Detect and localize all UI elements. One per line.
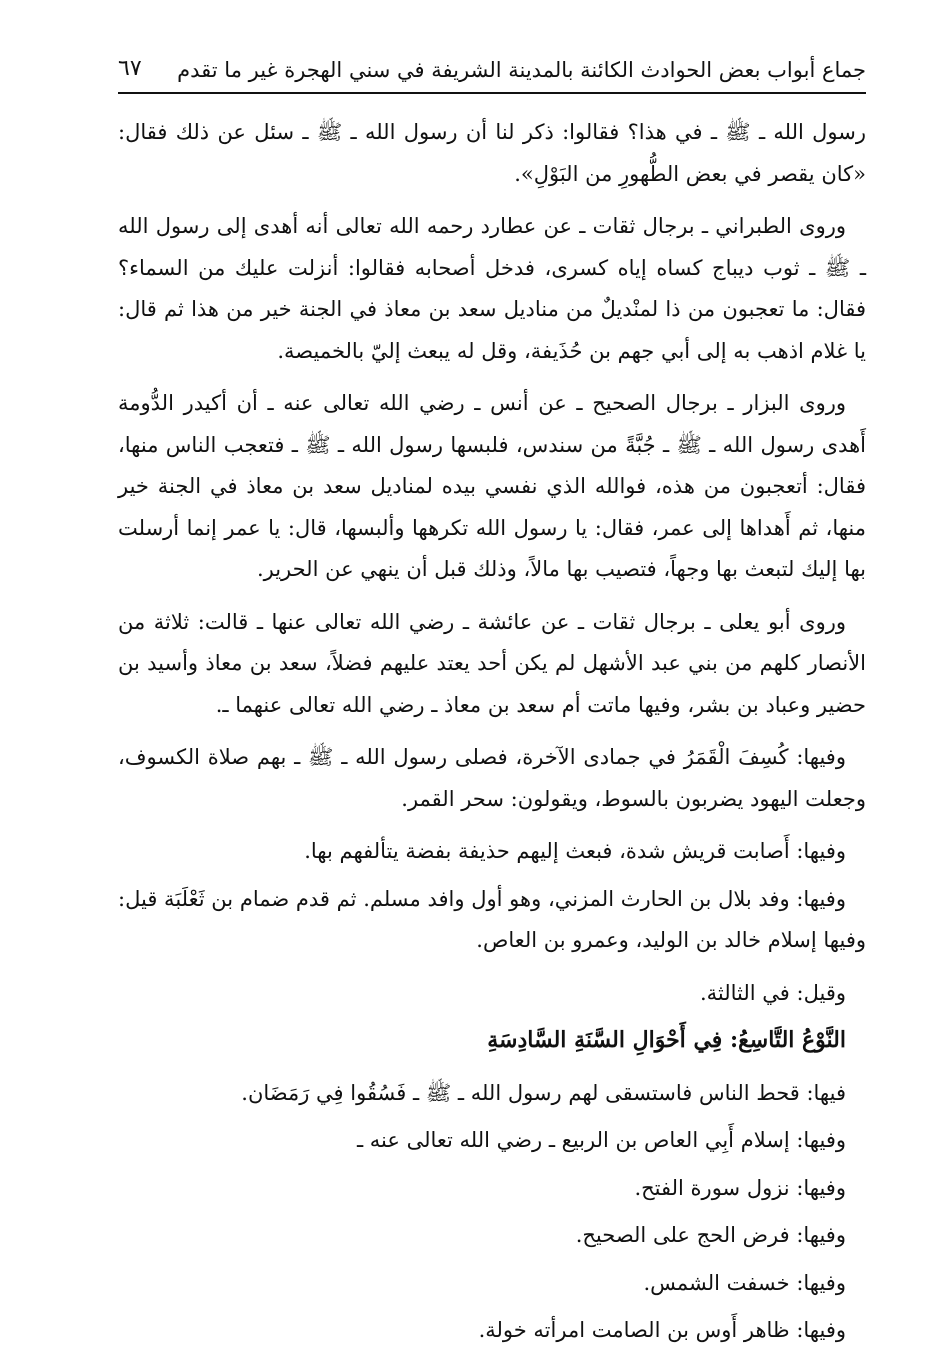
paragraph: وروى الطبراني ـ برجال ثقات ـ عن عطارد رحمه الله تعالى أنه أهدى إلى رسول الله ـ ﷺ ـ ثوب ديباج كساه إياه كسرى، فدخل أصحابه فقالوا: أنزلت عليك من السماء؟ فقال: ما تعجبون من ذا لمنْديلٌ من مناديل سعد بن معاذ في الجنة خير من هذا ثم قال: يا غلام اذهب به إلى أبي جهم بن حُذَيفة، وقل له يبعث إليّ بالخميصة.: [118, 214, 866, 363]
list-item: وفيها: ظاهر أَوس بن الصامت امرأته خولة.: [478, 1318, 846, 1342]
header-title: جماع أبواب بعض الحوادث الكائنة بالمدينة الشريفة في سني الهجرة غير ما تقدم: [177, 58, 866, 82]
list-item: وفيها: نزول سورة الفتح.: [634, 1175, 846, 1200]
paragraph: وفيها: كُسِفَ الْقَمَرُ في جمادى الآخرة، فصلى رسول الله ـ ﷺ ـ بهم صلاة الكسوف، وجعلت اليهود يضربون بالسوط، ويقولون: سحر القمر.: [118, 745, 866, 811]
paragraph: رسول الله ـ ﷺ ـ في هذا؟ فقالوا: ذكر لنا أن رسول الله ـ ﷺ ـ سئل عن ذلك فقال: «كان يقصر في بعض الطُّهورِ من البَوْلِ».: [118, 120, 866, 186]
paragraph: وفيها: وفد بلال بن الحارث المزني، وهو أول وافد مسلم. ثم قدم ضمام بن ثَعْلَبَة قيل: وفيها إسلام خالد بن الوليد، وعمرو بن العاص.: [118, 886, 866, 952]
page-number: ٦٧: [118, 56, 142, 81]
paragraph: وروى البزار ـ برجال الصحيح ـ عن أنس ـ رضي الله تعالى عنه ـ أن أكيدر الدُّومة أَهدى رسول الله ـ ﷺ ـ جُبَّةً من سندس، فلبسها رسول الله ـ ﷺ ـ فتعجب الناس منها، فقال: أتعجبون من هذه، فوالله الذي نفسي بيده لمناديل سعد بن معاذ في الجنة خير منها، ثم أَهداها إلى عمر، فقال: يا رسول الله تكرهها وألبسها، قال: يا عمر إنما أرسلت بها إليك لتبعث بها وجهاً، فتصيب بها مالاً، وذلك قبل أن ينهي عن الحرير.: [118, 391, 866, 581]
page-body: [118, 112, 866, 1358]
list-item: فيها: قحط الناس فاستسقى لهم رسول الله ـ ﷺ ـ فَسُقُوا فِي رَمَضَان.: [241, 1080, 846, 1105]
section-heading: النَّوْعُ التَّاسِعُ: فِي أَحْوَالِ السَّنَةِ السَّادِسَةِ: [487, 1027, 846, 1053]
list-item: وفيها: إسلام أَبِي العاص بن الربيع ـ رضي الله تعالى عنه ـ: [356, 1128, 846, 1152]
paragraph: وروى أبو يعلى ـ برجال ثقات ـ عن عائشة ـ رضي الله تعالى عنها ـ قالت: ثلاثة من الأنصار كلهم من بني عبد الأشهل لم يكن أحد يعتد عليهم فضلاً، سعد بن معاذ وأسيد بن حضير وعباد بن بشر، وفيها ماتت أم سعد بن معاذ ـ رضي الله تعالى عنهما ـ.: [118, 609, 866, 717]
running-header: [118, 52, 866, 94]
paragraph: وفيها: أَصابت قريش شدة، فبعث إليهم حذيفة بفضة يتألفهم بها.: [304, 839, 846, 863]
list-item: وفيها: خسفت الشمس.: [643, 1270, 846, 1295]
paragraph: وقيل: في الثالثة.: [699, 980, 846, 1005]
list-item: وفيها: فرض الحج على الصحيح.: [575, 1223, 846, 1247]
